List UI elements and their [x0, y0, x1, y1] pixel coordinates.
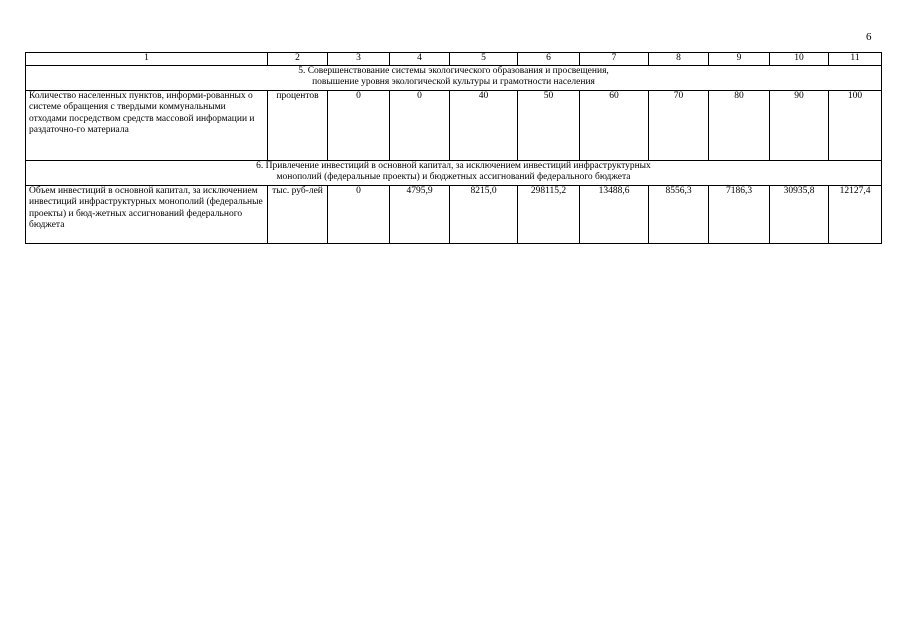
- value-cell: 90: [770, 90, 829, 160]
- section-5-row: [26, 65, 882, 90]
- value-cell: 8215,0: [450, 185, 518, 243]
- value-cell: 0: [328, 185, 390, 243]
- column-number: 6: [518, 53, 580, 66]
- value-cell: 30935,8: [770, 185, 829, 243]
- value-cell: 298115,2: [518, 185, 580, 243]
- value-cell: 13488,6: [580, 185, 649, 243]
- column-number: 11: [829, 53, 882, 66]
- value-cell: 50: [518, 90, 580, 160]
- page-number: 6: [866, 31, 872, 43]
- value-cell: 60: [580, 90, 649, 160]
- value-cell: 70: [649, 90, 709, 160]
- section-6-row: [26, 160, 882, 185]
- column-number-row: [26, 53, 882, 66]
- column-number: 9: [709, 53, 770, 66]
- value-cell: 100: [829, 90, 882, 160]
- value-cell: 7186,3: [709, 185, 770, 243]
- indicators-table: [25, 52, 882, 244]
- table-row: [26, 185, 882, 243]
- section-6-heading: [26, 160, 882, 185]
- column-number: 8: [649, 53, 709, 66]
- value-cell: 0: [328, 90, 390, 160]
- unit-cell: процентов: [268, 90, 328, 160]
- indicator-name: Объем инвестиций в основной капитал, за исключением инвестиций инфраструктурных монополий (федеральные проекты) и бюд-жетных ассигнований федерального бюджета: [26, 185, 268, 243]
- unit-cell: тыс. руб-лей: [268, 185, 328, 243]
- section-6-line-2: монополий (федеральные проекты) и бюджетных ассигнований федерального бюджета: [276, 172, 631, 182]
- section-5-heading: [26, 65, 882, 90]
- section-5-line-2: повышение уровня экологической культуры и грамотности населения: [312, 77, 595, 87]
- table-row: [26, 90, 882, 160]
- column-number: 4: [390, 53, 450, 66]
- column-number: 1: [26, 53, 268, 66]
- section-6-line-1: 6. Привлечение инвестиций в основной капитал, за исключением инвестиций инфраструктурных: [256, 160, 651, 171]
- column-number: 3: [328, 53, 390, 66]
- value-cell: 12127,4: [829, 185, 882, 243]
- value-cell: 0: [390, 90, 450, 160]
- column-number: 2: [268, 53, 328, 66]
- indicator-name: Количество населенных пунктов, информи-рованных о системе обращения с твердыми коммунальными отходами посредством средств массовой информации и раздаточно-го материала: [26, 90, 268, 160]
- value-cell: 80: [709, 90, 770, 160]
- column-number: 7: [580, 53, 649, 66]
- value-cell: 40: [450, 90, 518, 160]
- value-cell: 8556,3: [649, 185, 709, 243]
- section-5-line-1: 5. Совершенствование системы экологического образования и просвещения,: [298, 65, 609, 76]
- column-number: 10: [770, 53, 829, 66]
- value-cell: 4795,9: [390, 185, 450, 243]
- column-number: 5: [450, 53, 518, 66]
